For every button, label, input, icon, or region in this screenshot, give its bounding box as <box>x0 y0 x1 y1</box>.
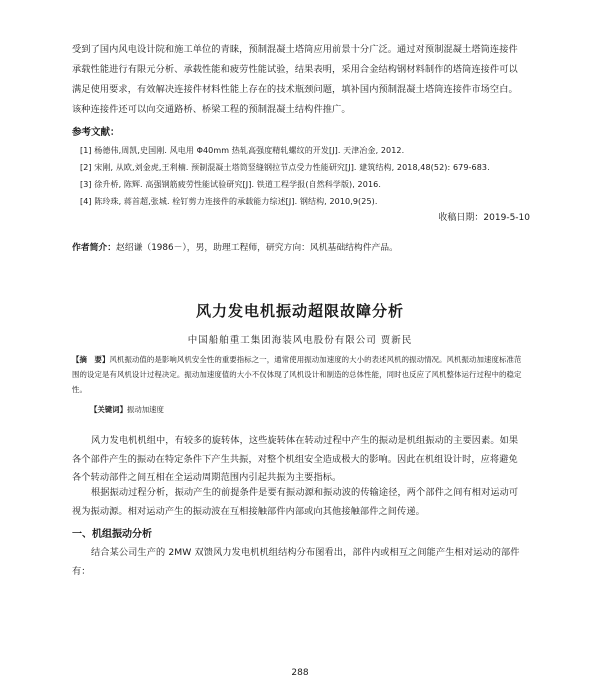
reference-item: [3] 徐升桥, 陈辉. 高强钢筋疲劳性能试验研究[J]. 铁道工程学报(自然科学版), 2016. <box>80 180 381 189</box>
page-number: 288 <box>291 668 309 678</box>
reference-item: [2] 宋刚, 从欧,刘金虎,王利楠. 预制混凝土塔筒竖缝钢拉节点受力性能研究[J]. 建筑结构, 2018,48(52): 679-683. <box>80 163 490 172</box>
reference-item: [4] 陈玲珠, 蒋首超,张城. 栓钉剪力连接件的承载能力综述[J]. 钢结构, 2010,9(25). <box>80 197 378 206</box>
keywords-text: 振动加速度 <box>126 405 164 414</box>
abstract <box>72 352 527 397</box>
author-intro <box>72 240 398 253</box>
abstract-label: 【摘 要】 <box>72 355 110 364</box>
author-intro-text: 赵绍谦（1986－），男，助理工程师，研究方向：风机基础结构件产品。 <box>116 243 398 253</box>
keywords <box>90 404 164 415</box>
keywords-label: 【关键词】 <box>90 405 127 414</box>
body-paragraph: 风力发电机机组中，有较多的旋转体，这些旋转体在转动过程中产生的振动是机组振动的主要因素。如果各个部件产生的振动在特定条件下产生共振，对整个机组安全造成极大的影响。因此在机组设计时，应将避免各个转动部件之间互相在全运动周期范围内引起共振为主要指标。 <box>72 435 519 483</box>
reference-item: [1] 杨德伟,周凯,史国刚. 风电用 Φ40mm 热轧高强度精轧螺纹的开发[J]. 天津冶金, 2012. <box>80 146 405 155</box>
author-intro-label: 作者简介： <box>72 243 116 253</box>
abstract-text: 风机振动值的是影响风机安全性的重要指标之一，通常使用振动加速度的大小的表述风机的振动情况。风机振动加速度标准范围的设定是有风机设计过程决定。振动加速度值的大小不仅体现了风机设计和制造的总体性能，同时也反应了风机整体运行过程中的稳定性。 <box>72 355 522 394</box>
article-title: 风力发电机振动超限故障分析 <box>195 302 404 320</box>
previous-article-conclusion: 受到了国内风电设计院和施工单位的青睐，预制混凝土塔筒应用前景十分广泛。通过对预制混凝土塔筒连接件承载性能进行有限元分析、承载性能和疲劳性能试验，结果表明，采用合金结构钢材料制作的塔筒连接件可以满足使用要求，有效解决连接件材料性能上存在的技术瓶颈问题，填补国内预制混凝土塔筒连接件市场空白。该种连接件还可以向交通路桥、桥梁工程的预制混凝土结构件推广。 <box>72 44 518 115</box>
received-date: 收稿日期：2019-5-10 <box>438 213 530 223</box>
section-paragraph: 结合某公司生产的 2MW 双馈风力发电机机组结构分布图看出，部件内或相互之间能产生相对运动的部件有： <box>72 547 520 577</box>
references-list <box>80 142 530 210</box>
section-heading: 一、机组振动分析 <box>72 529 152 540</box>
body-paragraph: 根据振动过程分析，振动产生的前提条件是要有振动源和振动波的传输途径，两个部件之间有相对运动可视为振动源。相对运动产生的振动波在互相接触部件内部或向其他接触部件之间传递。 <box>72 487 519 517</box>
article-affiliation: 中国船舶重工集团海装风电股份有限公司 贾新民 <box>187 335 413 346</box>
references-heading: 参考文献： <box>72 127 120 138</box>
